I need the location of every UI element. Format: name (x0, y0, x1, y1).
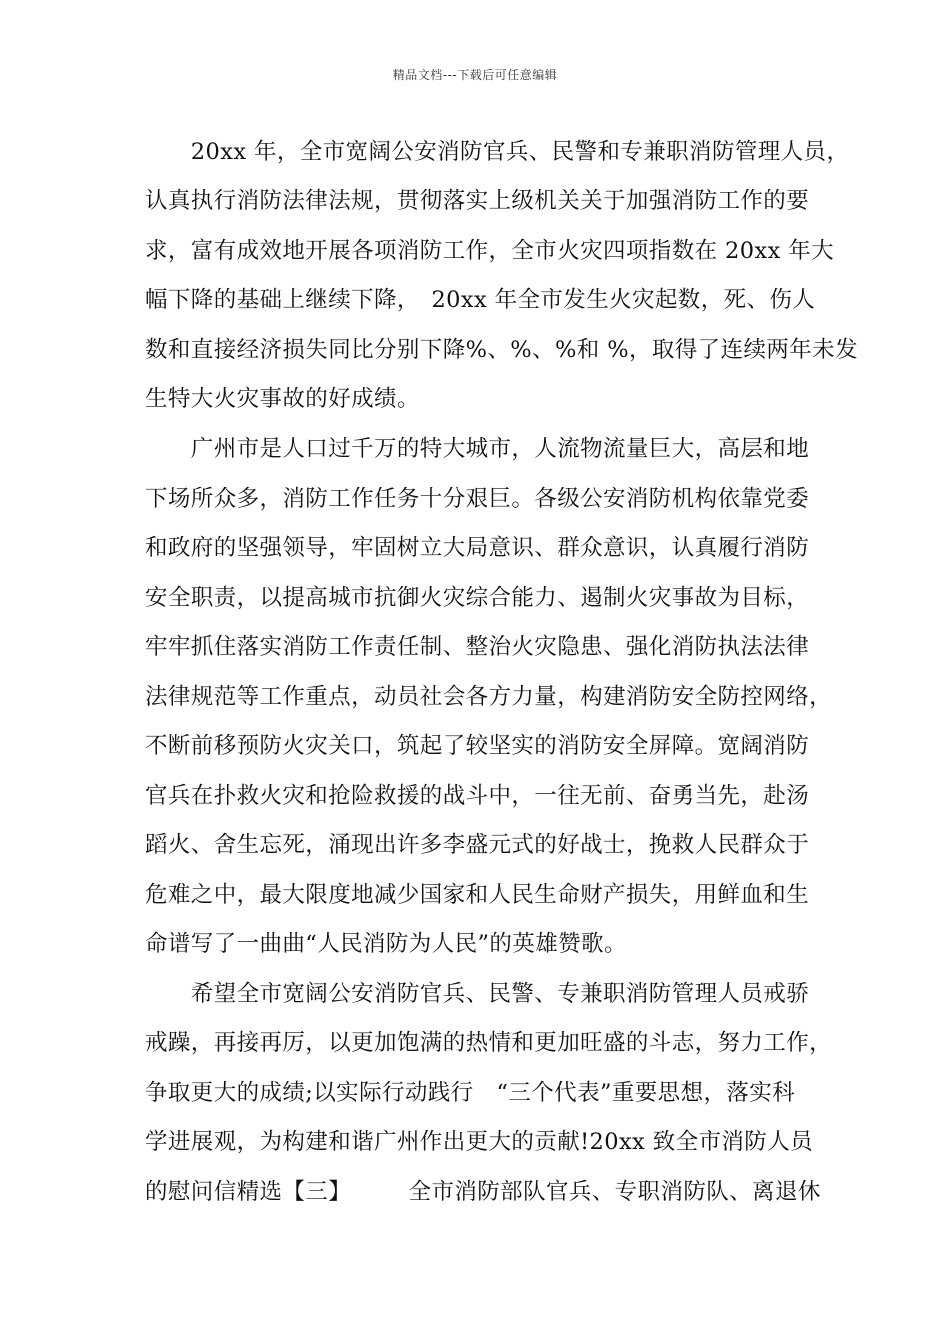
text-line: 下场所众多，消防工作任务十分艰巨。各级公安消防机构依靠党委 (145, 486, 810, 512)
text-line: 认真执行消防法律法规，贯彻落实上级机关关于加强消防工作的要 (145, 188, 810, 214)
text-line: 的慰问信精选【三】 全市消防部队官兵、专职消防队、离退休 (145, 1179, 821, 1205)
text-line: 官兵在扑救火灾和抢险救援的战斗中，一往无前、奋勇当先，赴汤 (145, 783, 810, 809)
text-line: 数和直接经济损失同比分别下降%、%、%和 %，取得了连续两年未发 (145, 337, 858, 363)
text-line: 广州市是人口过千万的特大城市，人流物流量巨大，高层和地 (145, 436, 810, 462)
text-line: 生特大火灾事故的好成绩。 (145, 386, 420, 412)
text-line: 戒躁，再接再厉，以更加饱满的热情和更加旺盛的斗志，努力工作， (145, 1030, 833, 1056)
text-line: 命谱写了一曲曲“人民消防为人民”的英雄赞歌。 (145, 931, 627, 957)
text-line: 幅下降的基础上继续下降， 20xx 年全市发生火灾起数，死、伤人 (145, 287, 816, 313)
text-line: 争取更大的成绩;以实际行动践行 “三个代表”重要思想，落实科 (145, 1080, 796, 1106)
text-line: 蹈火、舍生忘死，涌现出许多李盛元式的好战士，挽救人民群众于 (145, 832, 810, 858)
text-line: 不断前移预防火灾关口，筑起了较坚实的消防安全屏障。宽阔消防 (145, 733, 810, 759)
text-line: 20xx 年，全市宽阔公安消防官兵、民警和专兼职消防管理人员， (145, 139, 850, 165)
text-line: 法律规范等工作重点，动员社会各方力量，构建消防安全防控网络， (145, 684, 833, 710)
text-line: 希望全市宽阔公安消防官兵、民警、专兼职消防管理人员戒骄 (145, 981, 810, 1007)
text-line: 危难之中，最大限度地减少国家和人民生命财产损失，用鲜血和生 (145, 882, 810, 908)
text-line: 和政府的坚强领导，牢固树立大局意识、群众意识，认真履行消防 (145, 535, 810, 561)
text-line: 学进展观，为构建和谐广州作出更大的贡献!20xx 致全市消防人员 (145, 1129, 814, 1155)
page-header: 精品文档---下载后可任意编辑 (392, 68, 558, 82)
text-line: 牢牢抓住落实消防工作责任制、整治火灾隐患、强化消防执法法律 (145, 634, 810, 660)
text-line: 安全职责，以提高城市抗御火灾综合能力、遏制火灾事故为目标， (145, 585, 810, 611)
text-line: 求，富有成效地开展各项消防工作，全市火灾四项指数在 20xx 年大 (145, 238, 835, 264)
